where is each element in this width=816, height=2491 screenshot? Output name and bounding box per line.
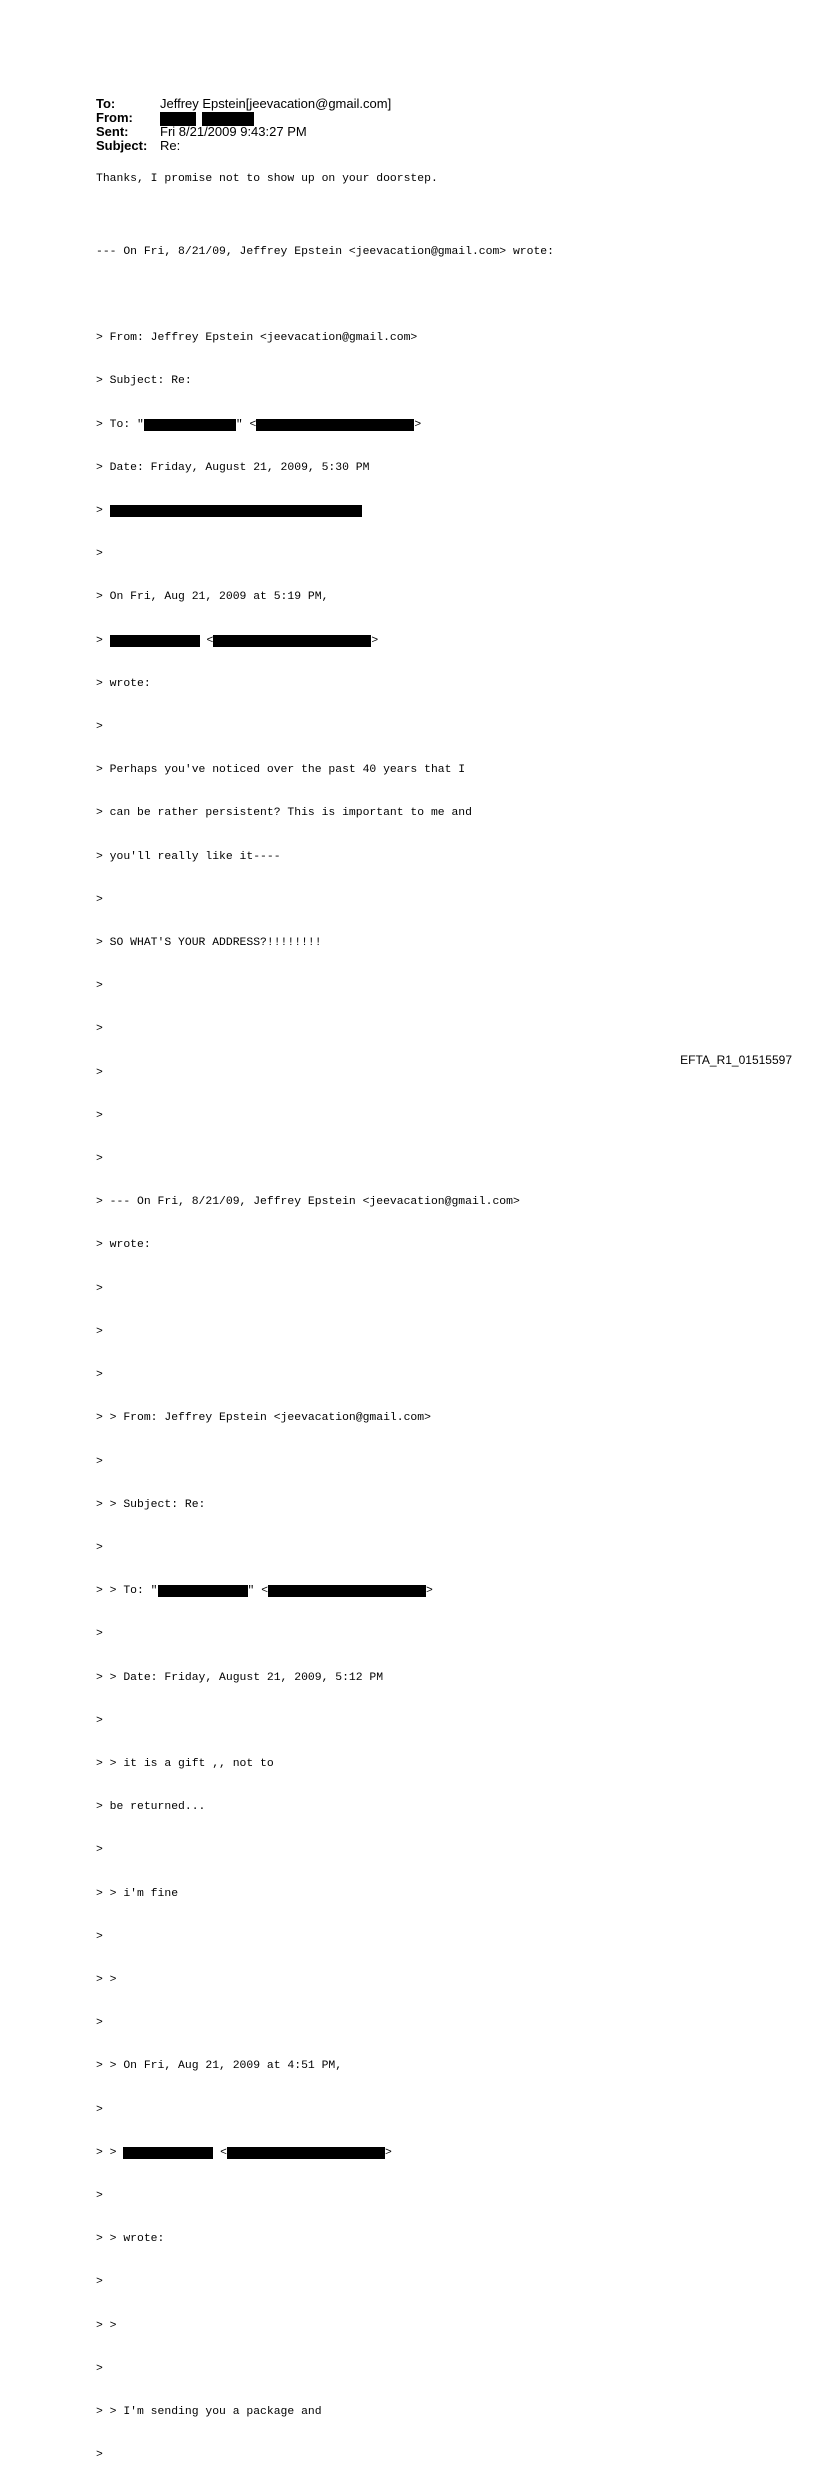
line-text: > xyxy=(426,1585,433,1598)
line-text: > xyxy=(414,418,422,431)
thread-line: > > Subject: Re: xyxy=(96,1498,206,1511)
thread-line-redacted xyxy=(96,1584,554,1598)
redaction-box xyxy=(144,419,184,431)
line-text: > xyxy=(96,505,110,518)
thread-line: > xyxy=(96,2449,103,2462)
line-text: < xyxy=(199,634,214,647)
line-text: < xyxy=(213,2146,228,2159)
redaction-box xyxy=(110,505,362,517)
sent-label: Sent: xyxy=(96,124,129,139)
thread-line: > xyxy=(96,1282,103,1295)
thread-line: > xyxy=(96,1023,103,1036)
thread-line: > xyxy=(96,2017,103,2030)
redaction-box xyxy=(148,635,200,647)
thread-line xyxy=(96,288,554,302)
thread-line: > xyxy=(96,1109,103,1122)
thread-line: > From: Jeffrey Epstein <jeevacation@gmail.com> xyxy=(96,332,418,345)
thread-line: > > Date: Friday, August 21, 2009, 5:12 PM xyxy=(96,1671,384,1684)
from-label: From: xyxy=(96,110,133,125)
line-text: > xyxy=(371,634,379,647)
redaction-box xyxy=(256,419,414,431)
thread-line: > you'll really like it---- xyxy=(96,850,281,863)
subject-value: Re: xyxy=(160,138,181,153)
thread-line: > xyxy=(96,2189,103,2202)
thread-line-redacted xyxy=(96,2146,554,2160)
redaction-box xyxy=(123,2147,161,2159)
thread-line: --- On Fri, 8/21/09, Jeffrey Epstein <jeevacation@gmail.com> wrote: xyxy=(96,245,554,258)
thread-line-redacted xyxy=(96,418,554,432)
line-text: > To: " xyxy=(96,418,144,431)
thread-line: > xyxy=(96,1714,103,1727)
to-value: Jeffrey Epstein[jeevacation@gmail.com] xyxy=(160,96,392,111)
email-header xyxy=(96,97,391,153)
thread-line: > xyxy=(96,1153,103,1166)
thread-line: > xyxy=(96,1541,103,1554)
thread-line: > xyxy=(96,2362,103,2375)
thread-line: > --- On Fri, 8/21/09, Jeffrey Epstein <jeevacation@gmail.com> xyxy=(96,1196,520,1209)
to-label: To: xyxy=(96,96,116,111)
redaction-box xyxy=(161,2147,213,2159)
thread-line: > xyxy=(96,980,103,993)
redaction-box xyxy=(184,419,236,431)
thread-line-redacted xyxy=(96,634,554,648)
header-subject-row xyxy=(96,139,391,153)
thread-line: > xyxy=(96,1930,103,1943)
from-value xyxy=(160,111,254,125)
thread-line: > On Fri, Aug 21, 2009 at 5:19 PM, xyxy=(96,591,329,604)
thread-line: > xyxy=(96,1844,103,1857)
redaction-box xyxy=(227,2147,385,2159)
thread-line: > > i'm fine xyxy=(96,1887,179,1900)
redaction-box xyxy=(196,1585,248,1597)
redaction-box xyxy=(268,1585,426,1597)
thread-line: > xyxy=(96,1325,103,1338)
header-sent-row xyxy=(96,125,391,139)
thread-line: > can be rather persistent? This is important to me and xyxy=(96,807,472,820)
thread-line: > xyxy=(96,893,103,906)
thread-line: > > I'm sending you a package and xyxy=(96,2405,322,2418)
header-to-row xyxy=(96,97,391,111)
thread-line: > SO WHAT'S YOUR ADDRESS?!!!!!!!! xyxy=(96,937,322,950)
sent-value: Fri 8/21/2009 9:43:27 PM xyxy=(160,124,307,139)
subject-label: Subject: xyxy=(96,138,148,153)
thread-line: > xyxy=(96,721,103,734)
thread-line: > xyxy=(96,1369,103,1382)
line-text: > xyxy=(96,634,110,647)
thread-line: > wrote: xyxy=(96,1239,151,1252)
line-text: " < xyxy=(247,1585,269,1598)
thread-line: > > On Fri, Aug 21, 2009 at 4:51 PM, xyxy=(96,2060,343,2073)
thread-line: > Date: Friday, August 21, 2009, 5:30 PM xyxy=(96,461,370,474)
quoted-thread xyxy=(96,216,554,2491)
thread-line: > Subject: Re: xyxy=(96,375,192,388)
thread-line: > > xyxy=(96,1973,117,1986)
document-id-footer: EFTA_R1_01515597 xyxy=(680,1053,792,1067)
thread-line: > be returned... xyxy=(96,1801,206,1814)
line-text: " < xyxy=(235,418,257,431)
redaction-box xyxy=(158,1585,196,1597)
thread-line: > wrote: xyxy=(96,677,151,690)
thread-line: > xyxy=(96,2103,103,2116)
thread-line: > xyxy=(96,548,103,561)
redaction-box xyxy=(213,635,371,647)
line-text: > > xyxy=(96,2146,124,2159)
thread-line-redacted xyxy=(96,504,554,518)
thread-line: > > it is a gift ,, not to xyxy=(96,1757,274,1770)
thread-line: > xyxy=(96,2276,103,2289)
thread-line: > > wrote: xyxy=(96,2233,165,2246)
thread-line: > Perhaps you've noticed over the past 40 years that I xyxy=(96,764,466,777)
thread-line: > xyxy=(96,1455,103,1468)
line-text: > > To: " xyxy=(96,1585,158,1598)
thread-line: > xyxy=(96,1628,103,1641)
thread-line: > > xyxy=(96,2319,117,2332)
header-from-row xyxy=(96,111,391,125)
redaction-box xyxy=(110,635,148,647)
thread-line: > xyxy=(96,1066,103,1079)
thread-line: > > From: Jeffrey Epstein <jeevacation@gmail.com> xyxy=(96,1412,431,1425)
line-text: > xyxy=(385,2146,392,2159)
reply-text: Thanks, I promise not to show up on your doorstep. xyxy=(96,173,438,185)
